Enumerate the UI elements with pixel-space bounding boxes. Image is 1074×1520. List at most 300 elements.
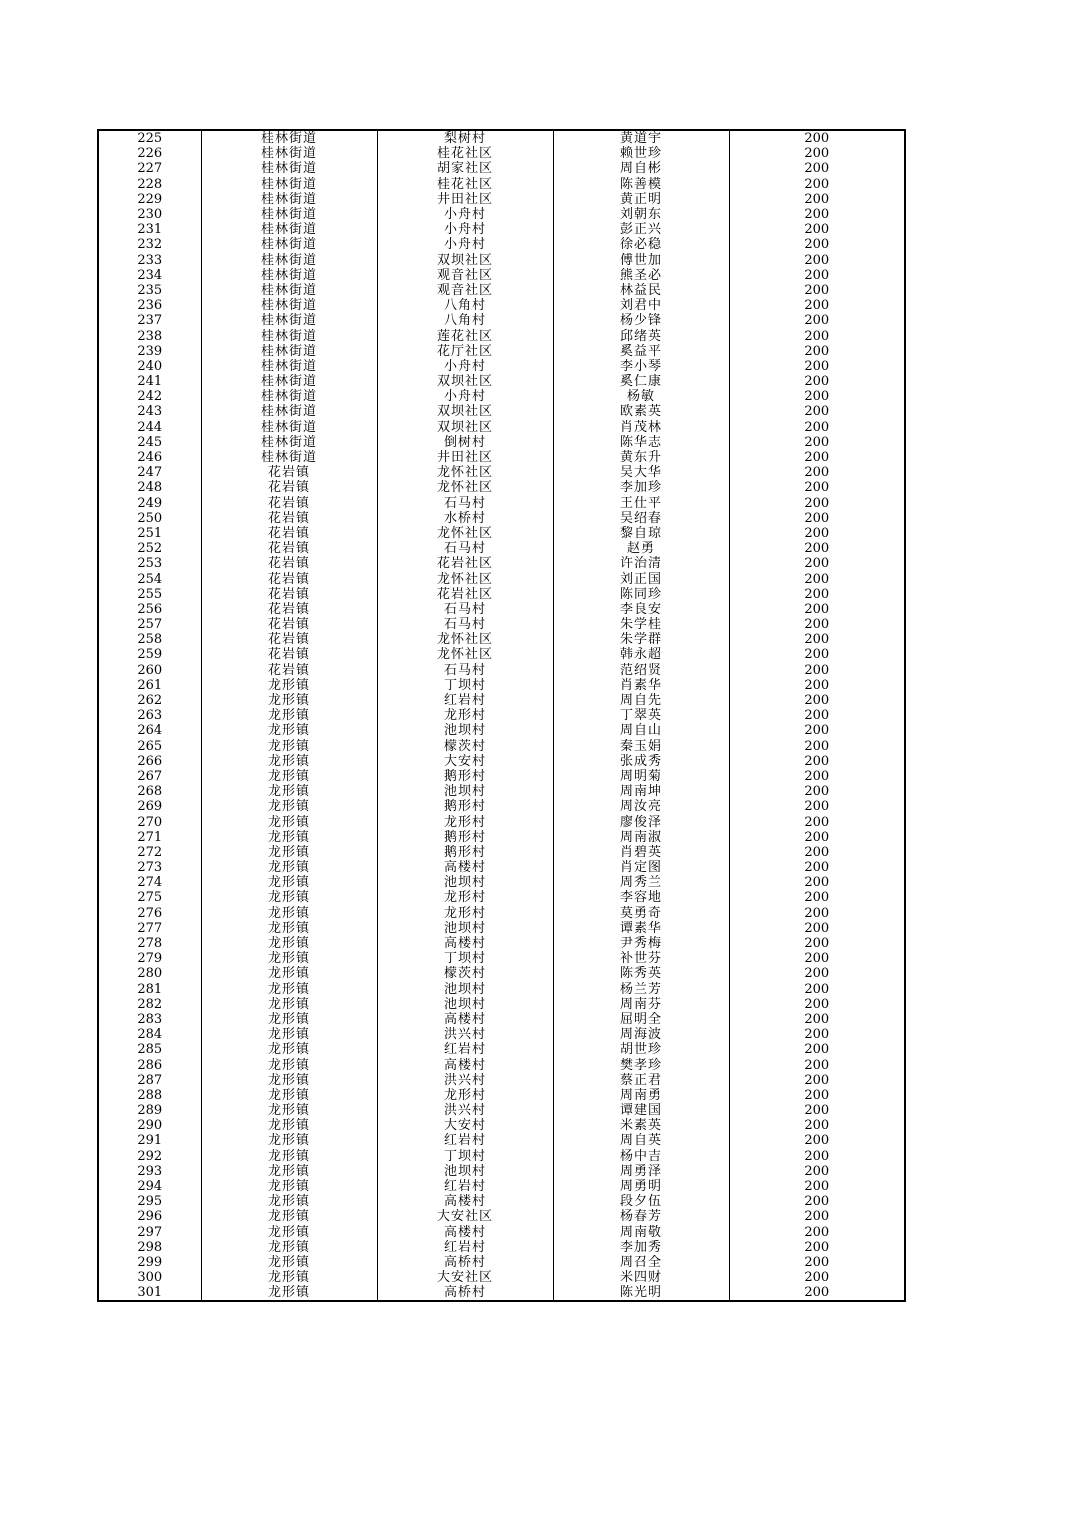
cell-amount: 200 — [729, 1270, 905, 1285]
cell-amount: 200 — [729, 374, 905, 389]
cell-village: 花岩社区 — [377, 587, 553, 602]
table-row — [98, 936, 905, 951]
cell-person-name: 王仕平 — [553, 496, 729, 511]
cell-town: 龙形镇 — [201, 1012, 377, 1027]
cell-person-name: 周自先 — [553, 693, 729, 708]
cell-amount: 200 — [729, 647, 905, 662]
cell-amount: 200 — [729, 541, 905, 556]
table-row — [98, 1027, 905, 1042]
table-row — [98, 389, 905, 404]
cell-town: 桂林街道 — [201, 313, 377, 328]
cell-serial-number: 298 — [98, 1240, 201, 1255]
cell-person-name: 陈同珍 — [553, 587, 729, 602]
cell-serial-number: 237 — [98, 313, 201, 328]
cell-town: 桂林街道 — [201, 328, 377, 343]
cell-serial-number: 229 — [98, 192, 201, 207]
cell-town: 桂林街道 — [201, 177, 377, 192]
cell-amount: 200 — [729, 799, 905, 814]
table-row — [98, 161, 905, 176]
cell-village: 龙形村 — [377, 906, 553, 921]
table-row — [98, 1073, 905, 1088]
table-row — [98, 830, 905, 845]
cell-town: 龙形镇 — [201, 1057, 377, 1072]
cell-amount: 200 — [729, 237, 905, 252]
cell-person-name: 李小琴 — [553, 359, 729, 374]
cell-person-name: 李容地 — [553, 890, 729, 905]
cell-person-name: 范绍贤 — [553, 663, 729, 678]
cell-person-name: 樊孝珍 — [553, 1057, 729, 1072]
cell-person-name: 肖素华 — [553, 678, 729, 693]
cell-village: 双坝社区 — [377, 374, 553, 389]
cell-village: 池坝村 — [377, 982, 553, 997]
cell-amount: 200 — [729, 1225, 905, 1240]
cell-person-name: 黄正明 — [553, 192, 729, 207]
cell-town: 龙形镇 — [201, 814, 377, 829]
cell-person-name: 李加珍 — [553, 480, 729, 495]
cell-village: 八角村 — [377, 313, 553, 328]
cell-village: 龙怀社区 — [377, 465, 553, 480]
table-row — [98, 541, 905, 556]
cell-town: 桂林街道 — [201, 435, 377, 450]
cell-serial-number: 282 — [98, 997, 201, 1012]
cell-amount: 200 — [729, 1088, 905, 1103]
table-row — [98, 1179, 905, 1194]
cell-person-name: 谭建国 — [553, 1103, 729, 1118]
table-row — [98, 344, 905, 359]
cell-town: 龙形镇 — [201, 1088, 377, 1103]
cell-serial-number: 243 — [98, 404, 201, 419]
cell-village: 花岩社区 — [377, 556, 553, 571]
cell-amount: 200 — [729, 1255, 905, 1270]
cell-amount: 200 — [729, 1194, 905, 1209]
cell-person-name: 米素英 — [553, 1118, 729, 1133]
cell-person-name: 周南淑 — [553, 830, 729, 845]
table-row — [98, 130, 905, 146]
cell-person-name: 熊圣必 — [553, 268, 729, 283]
cell-serial-number: 269 — [98, 799, 201, 814]
cell-town: 桂林街道 — [201, 359, 377, 374]
cell-village: 桂花社区 — [377, 146, 553, 161]
cell-amount: 200 — [729, 602, 905, 617]
table-row — [98, 313, 905, 328]
table-row — [98, 404, 905, 419]
cell-amount: 200 — [729, 1164, 905, 1179]
cell-amount: 200 — [729, 1103, 905, 1118]
cell-town: 花岩镇 — [201, 465, 377, 480]
cell-person-name: 蔡正君 — [553, 1073, 729, 1088]
cell-town: 桂林街道 — [201, 268, 377, 283]
cell-town: 桂林街道 — [201, 283, 377, 298]
cell-amount: 200 — [729, 465, 905, 480]
cell-amount: 200 — [729, 328, 905, 343]
cell-serial-number: 249 — [98, 496, 201, 511]
cell-village: 高桥村 — [377, 1255, 553, 1270]
cell-village: 双坝社区 — [377, 420, 553, 435]
table-row — [98, 420, 905, 435]
cell-amount: 200 — [729, 632, 905, 647]
cell-amount: 200 — [729, 860, 905, 875]
cell-town: 龙形镇 — [201, 1285, 377, 1301]
cell-town: 龙形镇 — [201, 1164, 377, 1179]
table-row — [98, 480, 905, 495]
cell-town: 龙形镇 — [201, 982, 377, 997]
cell-village: 龙怀社区 — [377, 480, 553, 495]
cell-person-name: 赖世珍 — [553, 146, 729, 161]
cell-serial-number: 244 — [98, 420, 201, 435]
cell-town: 龙形镇 — [201, 739, 377, 754]
cell-serial-number: 232 — [98, 237, 201, 252]
cell-town: 龙形镇 — [201, 1240, 377, 1255]
cell-village: 大安村 — [377, 1118, 553, 1133]
cell-amount: 200 — [729, 496, 905, 511]
table-row — [98, 237, 905, 252]
cell-town: 龙形镇 — [201, 906, 377, 921]
table-row — [98, 359, 905, 374]
cell-serial-number: 227 — [98, 161, 201, 176]
cell-serial-number: 233 — [98, 253, 201, 268]
cell-village: 洪兴村 — [377, 1027, 553, 1042]
cell-person-name: 周勇明 — [553, 1179, 729, 1194]
cell-serial-number: 272 — [98, 845, 201, 860]
cell-village: 鹅形村 — [377, 830, 553, 845]
cell-serial-number: 239 — [98, 344, 201, 359]
cell-person-name: 尹秀梅 — [553, 936, 729, 951]
cell-person-name: 胡世珍 — [553, 1042, 729, 1057]
cell-person-name: 周自山 — [553, 723, 729, 738]
cell-amount: 200 — [729, 1240, 905, 1255]
cell-town: 龙形镇 — [201, 860, 377, 875]
cell-village: 高楼村 — [377, 860, 553, 875]
cell-town: 龙形镇 — [201, 693, 377, 708]
cell-town: 桂林街道 — [201, 404, 377, 419]
cell-village: 小舟村 — [377, 389, 553, 404]
cell-amount: 200 — [729, 1149, 905, 1164]
subsidy-roster-table — [97, 129, 906, 1302]
cell-village: 池坝村 — [377, 784, 553, 799]
cell-amount: 200 — [729, 146, 905, 161]
cell-village: 石马村 — [377, 602, 553, 617]
cell-town: 桂林街道 — [201, 146, 377, 161]
cell-town: 桂林街道 — [201, 161, 377, 176]
cell-serial-number: 255 — [98, 587, 201, 602]
cell-village: 鹅形村 — [377, 799, 553, 814]
cell-amount: 200 — [729, 511, 905, 526]
cell-person-name: 周汝亮 — [553, 799, 729, 814]
cell-serial-number: 296 — [98, 1209, 201, 1224]
cell-town: 龙形镇 — [201, 1103, 377, 1118]
table-row — [98, 268, 905, 283]
cell-village: 双坝社区 — [377, 253, 553, 268]
cell-village: 高楼村 — [377, 1225, 553, 1240]
cell-serial-number: 293 — [98, 1164, 201, 1179]
cell-person-name: 陈光明 — [553, 1285, 729, 1301]
table-row — [98, 374, 905, 389]
cell-amount: 200 — [729, 313, 905, 328]
cell-person-name: 李良安 — [553, 602, 729, 617]
cell-town: 花岩镇 — [201, 617, 377, 632]
cell-person-name: 屈明全 — [553, 1012, 729, 1027]
cell-serial-number: 253 — [98, 556, 201, 571]
cell-person-name: 丁翠英 — [553, 708, 729, 723]
table-row — [98, 875, 905, 890]
cell-person-name: 陈秀英 — [553, 966, 729, 981]
cell-person-name: 杨兰芳 — [553, 982, 729, 997]
cell-village: 池坝村 — [377, 921, 553, 936]
cell-person-name: 傅世加 — [553, 253, 729, 268]
table-row — [98, 982, 905, 997]
cell-serial-number: 285 — [98, 1042, 201, 1057]
cell-serial-number: 228 — [98, 177, 201, 192]
table-row — [98, 647, 905, 662]
cell-person-name: 周海波 — [553, 1027, 729, 1042]
cell-town: 龙形镇 — [201, 921, 377, 936]
cell-village: 大安村 — [377, 754, 553, 769]
cell-town: 花岩镇 — [201, 571, 377, 586]
cell-serial-number: 256 — [98, 602, 201, 617]
cell-town: 龙形镇 — [201, 1133, 377, 1148]
table-body — [98, 130, 905, 1301]
cell-person-name: 朱学桂 — [553, 617, 729, 632]
cell-amount: 200 — [729, 420, 905, 435]
cell-serial-number: 295 — [98, 1194, 201, 1209]
table-row — [98, 177, 905, 192]
cell-town: 龙形镇 — [201, 754, 377, 769]
cell-amount: 200 — [729, 754, 905, 769]
cell-amount: 200 — [729, 951, 905, 966]
cell-serial-number: 258 — [98, 632, 201, 647]
cell-person-name: 张成秀 — [553, 754, 729, 769]
cell-village: 胡家社区 — [377, 161, 553, 176]
table-row — [98, 1057, 905, 1072]
cell-amount: 200 — [729, 268, 905, 283]
cell-town: 龙形镇 — [201, 708, 377, 723]
cell-town: 龙形镇 — [201, 936, 377, 951]
table-row — [98, 526, 905, 541]
table-row — [98, 496, 905, 511]
cell-serial-number: 275 — [98, 890, 201, 905]
cell-serial-number: 291 — [98, 1133, 201, 1148]
table-row — [98, 799, 905, 814]
cell-amount: 200 — [729, 192, 905, 207]
cell-town: 花岩镇 — [201, 541, 377, 556]
cell-town: 花岩镇 — [201, 587, 377, 602]
cell-village: 梨树村 — [377, 130, 553, 146]
table-row — [98, 1118, 905, 1133]
cell-serial-number: 241 — [98, 374, 201, 389]
cell-serial-number: 270 — [98, 814, 201, 829]
cell-village: 池坝村 — [377, 997, 553, 1012]
cell-person-name: 吴大华 — [553, 465, 729, 480]
cell-village: 高楼村 — [377, 1194, 553, 1209]
cell-village: 小舟村 — [377, 237, 553, 252]
cell-village: 龙形村 — [377, 814, 553, 829]
cell-person-name: 黄东升 — [553, 450, 729, 465]
cell-serial-number: 287 — [98, 1073, 201, 1088]
cell-village: 井田社区 — [377, 450, 553, 465]
cell-village: 石马村 — [377, 663, 553, 678]
table-row — [98, 784, 905, 799]
cell-amount: 200 — [729, 966, 905, 981]
cell-person-name: 刘君中 — [553, 298, 729, 313]
cell-town: 桂林街道 — [201, 420, 377, 435]
cell-serial-number: 235 — [98, 283, 201, 298]
cell-village: 丁坝村 — [377, 951, 553, 966]
table-row — [98, 739, 905, 754]
cell-person-name: 彭正兴 — [553, 222, 729, 237]
cell-serial-number: 248 — [98, 480, 201, 495]
cell-serial-number: 277 — [98, 921, 201, 936]
cell-person-name: 刘正国 — [553, 571, 729, 586]
cell-village: 桂花社区 — [377, 177, 553, 192]
cell-village: 高楼村 — [377, 1057, 553, 1072]
cell-village: 高楼村 — [377, 936, 553, 951]
cell-serial-number: 289 — [98, 1103, 201, 1118]
table-row — [98, 328, 905, 343]
table-row — [98, 1042, 905, 1057]
cell-person-name: 韩永超 — [553, 647, 729, 662]
cell-town: 桂林街道 — [201, 192, 377, 207]
cell-amount: 200 — [729, 1209, 905, 1224]
cell-town: 花岩镇 — [201, 602, 377, 617]
cell-town: 龙形镇 — [201, 951, 377, 966]
cell-serial-number: 271 — [98, 830, 201, 845]
cell-person-name: 杨少锋 — [553, 313, 729, 328]
cell-serial-number: 273 — [98, 860, 201, 875]
cell-village: 石马村 — [377, 617, 553, 632]
cell-amount: 200 — [729, 982, 905, 997]
cell-serial-number: 297 — [98, 1225, 201, 1240]
table-row — [98, 754, 905, 769]
table-row — [98, 951, 905, 966]
table-row — [98, 511, 905, 526]
table-row — [98, 435, 905, 450]
cell-village: 花厅社区 — [377, 344, 553, 359]
cell-amount: 200 — [729, 1027, 905, 1042]
cell-amount: 200 — [729, 1057, 905, 1072]
cell-town: 花岩镇 — [201, 632, 377, 647]
cell-town: 龙形镇 — [201, 890, 377, 905]
cell-serial-number: 254 — [98, 571, 201, 586]
cell-person-name: 周自英 — [553, 1133, 729, 1148]
cell-person-name: 杨敏 — [553, 389, 729, 404]
table-row — [98, 997, 905, 1012]
cell-town: 龙形镇 — [201, 1027, 377, 1042]
cell-person-name: 周自彬 — [553, 161, 729, 176]
cell-serial-number: 284 — [98, 1027, 201, 1042]
table-row — [98, 587, 905, 602]
cell-serial-number: 301 — [98, 1285, 201, 1301]
cell-person-name: 秦玉娟 — [553, 739, 729, 754]
table-row — [98, 1088, 905, 1103]
cell-village: 丁坝村 — [377, 1149, 553, 1164]
cell-village: 高楼村 — [377, 1012, 553, 1027]
cell-serial-number: 260 — [98, 663, 201, 678]
cell-serial-number: 276 — [98, 906, 201, 921]
table-row — [98, 1103, 905, 1118]
table-row — [98, 678, 905, 693]
cell-amount: 200 — [729, 617, 905, 632]
cell-amount: 200 — [729, 875, 905, 890]
cell-town: 龙形镇 — [201, 678, 377, 693]
cell-serial-number: 230 — [98, 207, 201, 222]
cell-serial-number: 283 — [98, 1012, 201, 1027]
cell-serial-number: 238 — [98, 328, 201, 343]
cell-village: 观音社区 — [377, 283, 553, 298]
cell-village: 龙怀社区 — [377, 571, 553, 586]
cell-serial-number: 262 — [98, 693, 201, 708]
cell-town: 桂林街道 — [201, 450, 377, 465]
table-row — [98, 663, 905, 678]
cell-town: 龙形镇 — [201, 799, 377, 814]
cell-serial-number: 263 — [98, 708, 201, 723]
cell-serial-number: 240 — [98, 359, 201, 374]
cell-serial-number: 278 — [98, 936, 201, 951]
cell-amount: 200 — [729, 450, 905, 465]
cell-amount: 200 — [729, 784, 905, 799]
cell-town: 桂林街道 — [201, 130, 377, 146]
cell-amount: 200 — [729, 1133, 905, 1148]
cell-village: 龙形村 — [377, 1088, 553, 1103]
cell-serial-number: 280 — [98, 966, 201, 981]
cell-serial-number: 279 — [98, 951, 201, 966]
cell-amount: 200 — [729, 177, 905, 192]
cell-person-name: 肖碧英 — [553, 845, 729, 860]
cell-person-name: 周南勇 — [553, 1088, 729, 1103]
cell-town: 龙形镇 — [201, 1073, 377, 1088]
cell-person-name: 黎自琼 — [553, 526, 729, 541]
cell-serial-number: 245 — [98, 435, 201, 450]
cell-village: 池坝村 — [377, 723, 553, 738]
cell-village: 池坝村 — [377, 1164, 553, 1179]
cell-amount: 200 — [729, 769, 905, 784]
cell-village: 小舟村 — [377, 222, 553, 237]
cell-town: 桂林街道 — [201, 237, 377, 252]
cell-town: 龙形镇 — [201, 1042, 377, 1057]
cell-person-name: 许治清 — [553, 556, 729, 571]
cell-serial-number: 281 — [98, 982, 201, 997]
table-row — [98, 890, 905, 905]
cell-serial-number: 268 — [98, 784, 201, 799]
cell-serial-number: 234 — [98, 268, 201, 283]
cell-town: 桂林街道 — [201, 207, 377, 222]
cell-town: 龙形镇 — [201, 769, 377, 784]
cell-serial-number: 257 — [98, 617, 201, 632]
cell-amount: 200 — [729, 389, 905, 404]
cell-person-name: 吴绍春 — [553, 511, 729, 526]
cell-amount: 200 — [729, 404, 905, 419]
cell-village: 龙形村 — [377, 708, 553, 723]
table-row — [98, 1255, 905, 1270]
table-row — [98, 222, 905, 237]
table-row — [98, 632, 905, 647]
cell-person-name: 周召全 — [553, 1255, 729, 1270]
cell-village: 石马村 — [377, 541, 553, 556]
table-row — [98, 192, 905, 207]
cell-town: 花岩镇 — [201, 511, 377, 526]
cell-serial-number: 299 — [98, 1255, 201, 1270]
cell-amount: 200 — [729, 435, 905, 450]
cell-amount: 200 — [729, 845, 905, 860]
table-row — [98, 845, 905, 860]
cell-village: 龙怀社区 — [377, 526, 553, 541]
cell-village: 双坝社区 — [377, 404, 553, 419]
table-row — [98, 769, 905, 784]
cell-amount: 200 — [729, 921, 905, 936]
cell-person-name: 邱绪英 — [553, 328, 729, 343]
cell-person-name: 补世芬 — [553, 951, 729, 966]
cell-person-name: 刘朝东 — [553, 207, 729, 222]
cell-amount: 200 — [729, 298, 905, 313]
